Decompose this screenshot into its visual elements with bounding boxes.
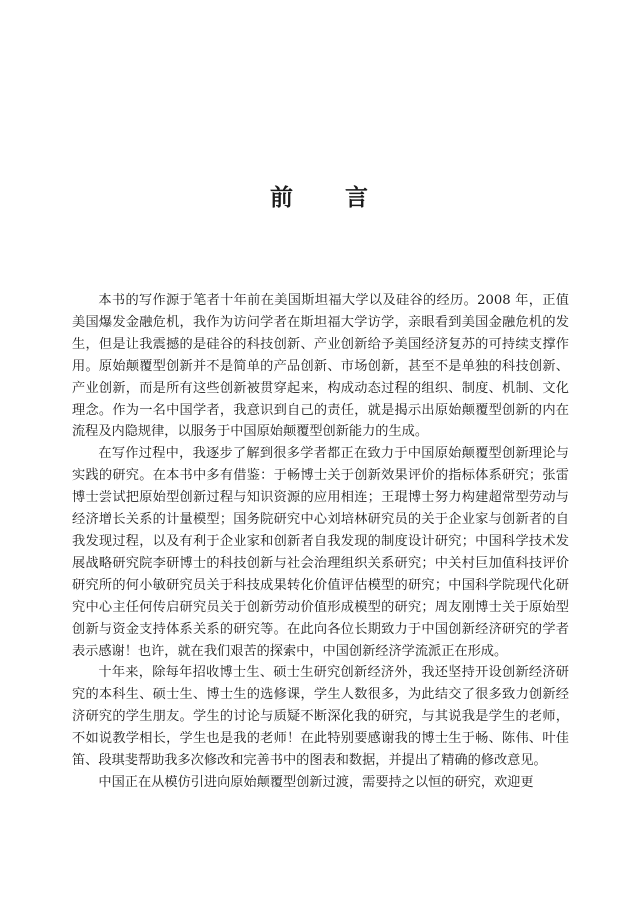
paragraph-1: 本书的写作源于笔者十年前在美国斯坦福大学以及硅谷的经历。2008 年，正值美国爆发金融危机，我作为访问学者在斯坦福大学访学，亲眼看到美国金融危机的发生，但是让我震撼的是硅谷的科技创新、产业创新给予美国经济复苏的可持续支撑作用。原始颠覆型创新并不是简单的产品创新、市场创新，甚至不是单独的科技创新、产业创新，而是所有这些创新被贯穿起来，构成动态过程的组织、制度、机制、文化理念。作为一名中国学者，我意识到自己的责任，就是揭示出原始颠覆型创新的内在流程及内隐规律，以服务于中国原始颠覆型创新能力的生成。 [72,293,569,440]
paragraph-4: 中国正在从模仿引进向原始颠覆型创新过渡，需要持之以恒的研究，欢迎更 [98,774,534,790]
preface-body [72,290,569,794]
page-title: 前言 [270,184,420,211]
paragraph-3: 十年来，除每年招收博士生、硕士生研究创新经济外，我还坚持开设创新经济研究的本科生、硕士生、博士生的选修课，学生人数很多，为此结交了很多致力创新经济研究的学生朋友。学生的讨论与质疑不断深化我的研究，与其说我是学生的老师，不如说教学相长，学生也是我的老师！在此特别要感谢我的博士生于畅、陈伟、叶佳笛、段琪斐帮助我多次修改和完善书中的图表和数据，并提出了精确的修改意见。 [72,665,569,769]
paragraph-2: 在写作过程中，我逐步了解到很多学者都正在致力于中国原始颠覆型创新理论与实践的研究。在本书中多有借鉴：于畅博士关于创新效果评价的指标体系研究；张雷博士尝试把原始型创新过程与知识资源的应用相连；王琨博士努力构建超常型劳动与经济增长关系的计量模型；国务院研究中心刘培林研究员的关于企业家与创新者的自我发现过程，以及有利于企业家和创新者自我发现的制度设计研究；中国科学技术发展战略研究院李研博士的科技创新与社会治理组织关系研究；中关村巨加值科技评价研究所的何小敏研究员关于科技成果转化价值评估模型的研究；中国科学院现代化研究中心主任何传启研究员关于创新劳动价值形成模型的研究；周友刚博士关于原始型创新与资金支持体系关系的研究等。在此向各位长期致力于中国创新经济研究的学者表示感谢！也许，就在我们艰苦的探索中，中国创新经济学流派正在形成。 [72,446,569,659]
